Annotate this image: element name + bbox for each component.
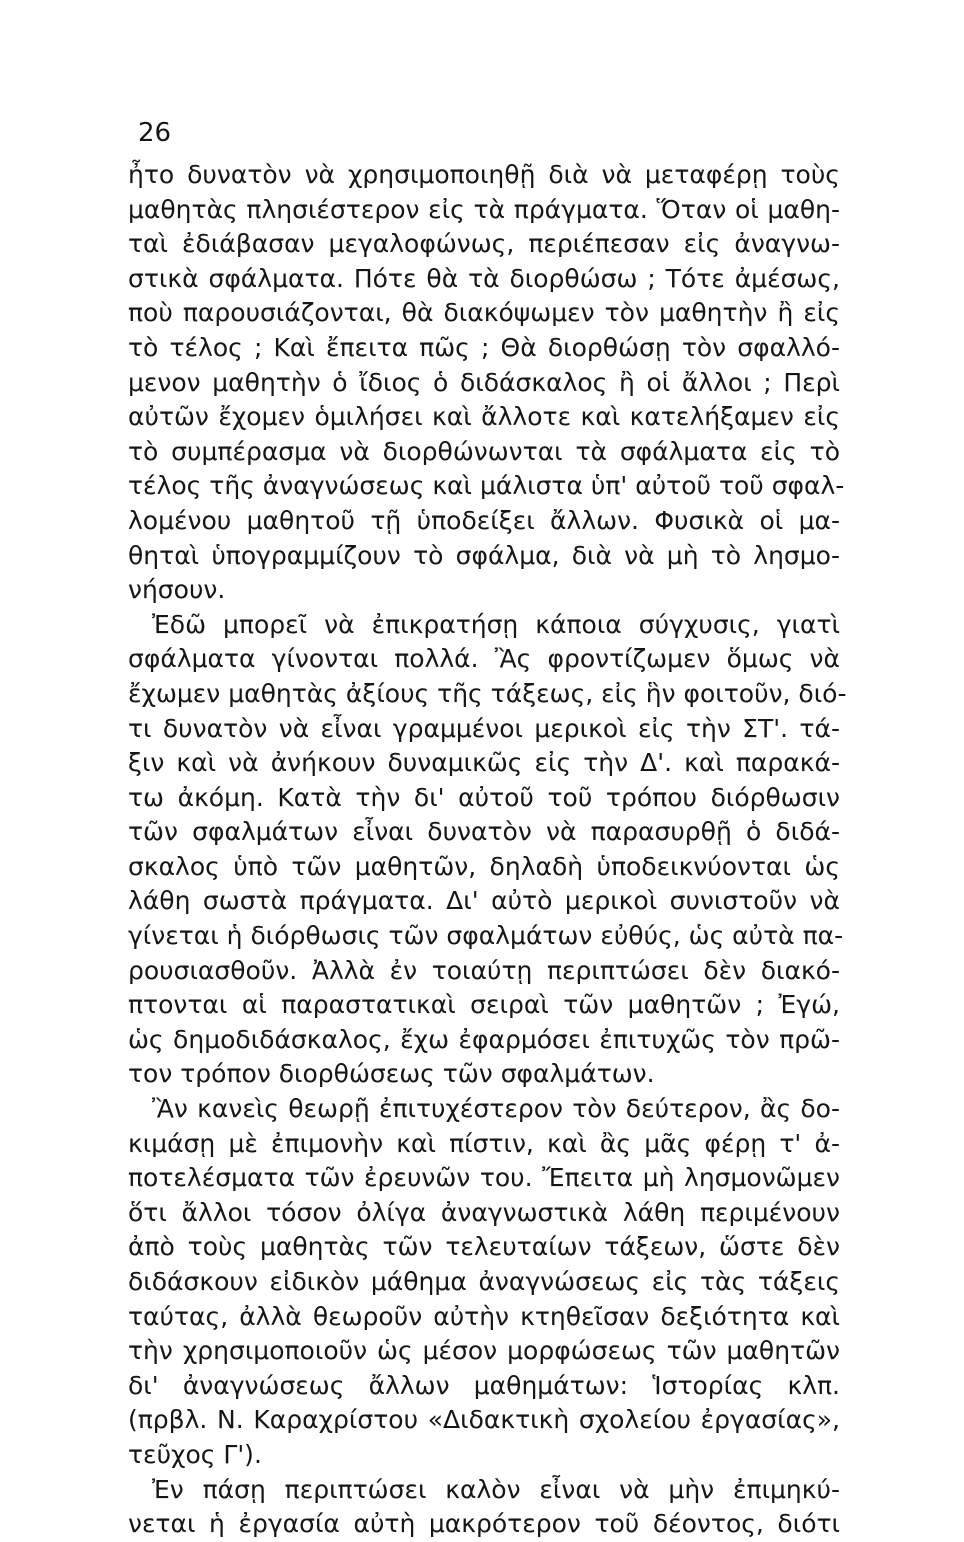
- text-line: ποὺ παρουσιάζονται, θὰ διακόψωμεν τὸν μαθητὴν ἢ εἰς: [128, 298, 840, 328]
- text-line: πτονται αἱ παραστατικαὶ σειραὶ τῶν μαθητῶν ; Ἐγώ,: [128, 990, 840, 1020]
- text-line: τω ἀκόμη. Κατὰ τὴν δι' αὐτοῦ τοῦ τρόπου διόρθωσιν: [128, 782, 840, 812]
- text-line: νεται ἡ ἐργασία αὐτὴ μακρότερον τοῦ δέοντος, διότι: [128, 1509, 840, 1539]
- text-line: θηταὶ ὑπογραμμίζουν τὸ σφάλμα, διὰ νὰ μὴ τὸ λησμο-: [128, 540, 840, 570]
- text-line: νήσουν.: [128, 575, 226, 605]
- text-line: ὡς δημοδιδάσκαλος, ἔχω ἐφαρμόσει ἐπιτυχῶς τὸν πρῶ-: [128, 1024, 840, 1054]
- text-line: τὸ συμπέρασμα νὰ διορθώνωνται τὰ σφάλματα εἰς τὸ: [128, 436, 840, 466]
- text-line: διδάσκουν εἰδικὸν μάθημα ἀναγνώσεως εἰς τὰς τάξεις: [128, 1267, 840, 1296]
- text-line: ἀπὸ τοὺς μαθητὰς τῶν τελευταίων τάξεων, ὥστε δὲν: [128, 1232, 840, 1262]
- text-line: Ἐδῶ μπορεῖ νὰ ἐπικρατήσῃ κάποια σύγχυσις, γιατὶ: [152, 609, 840, 639]
- text-line: σκαλος ὑπὸ τῶν μαθητῶν, δηλαδὴ ὑποδεικνύονται ὡς: [128, 851, 840, 881]
- text-line: τὸ τέλος ; Καὶ ἔπειτα πῶς ; Θὰ διορθώσῃ τὸν σφαλλό-: [128, 332, 840, 362]
- paragraph-2: [128, 608, 847, 1092]
- text-line: τὴν χρησιμοποιοῦν ὡς μέσον μορφώσεως τῶν μαθητῶν: [128, 1336, 840, 1366]
- paragraph-4: [128, 1473, 840, 1542]
- text-line: δι' ἀναγνώσεως ἄλλων μαθημάτων: Ἱστορίας κλπ.: [128, 1370, 840, 1400]
- page-number: 26: [138, 118, 172, 148]
- text-line: γίνεται ἡ διόρθωσις τῶν σφαλμάτων εὐθύς, ὡς αὐτὰ πα-: [128, 921, 844, 951]
- text-line: μαθητὰς πλησιέστερον εἰς τὰ πράγματα. Ὅταν οἱ μαθη-: [128, 194, 840, 224]
- text-line: αὐτῶν ἔχομεν ὁμιλήσει καὶ ἄλλοτε καὶ κατελήξαμεν εἰς: [128, 402, 840, 432]
- text-line: ξιν καὶ νὰ ἀνήκουν δυναμικῶς εἰς τὴν Δ'. καὶ παρακά-: [128, 748, 840, 778]
- text-line: λάθη σωστὰ πράγματα. Δι' αὐτὸ μερικοὶ συνιστοῦν νὰ: [128, 886, 840, 916]
- text-line: ταὶ ἐδιάβασαν μεγαλοφώνως, περιέπεσαν εἰς ἀναγνω-: [128, 229, 840, 259]
- text-line: τῶν σφαλμάτων εἶναι δυνατὸν νὰ παρασυρθῇ ὁ διδά-: [128, 817, 840, 847]
- text-line: τι δυνατὸν νὰ εἶναι γραμμένοι μερικοὶ εἰς τὴν ΣΤ'. τά-: [128, 713, 840, 743]
- text-line: τον τρόπον διορθώσεως τῶν σφαλμάτων.: [128, 1059, 655, 1089]
- text-line: στικὰ σφάλματα. Πότε θὰ τὰ διορθώσω ; Τότε ἀμέσως,: [128, 263, 840, 293]
- text-line: (πρβλ. Ν. Καραχρίστου «Διδακτικὴ σχολείου ἐργασίας»,: [128, 1405, 840, 1435]
- text-line: σφάλματα γίνονται πολλά. Ἂς φροντίζωμεν ὅμως νὰ: [128, 644, 840, 674]
- body-text: [128, 158, 847, 1542]
- text-line: ἦτο δυνατὸν νὰ χρησιμοποιηθῇ διὰ νὰ μεταφέρῃ τοὺς: [128, 160, 840, 189]
- text-line: ποτελέσματα τῶν ἐρευνῶν του. Ἔπειτα μὴ λησμονῶμεν: [128, 1163, 840, 1193]
- text-line: ὅτι ἄλλοι τόσον ὀλίγα ἀναγνωστικὰ λάθη περιμένουν: [128, 1197, 840, 1227]
- text-line: ταύτας, ἀλλὰ θεωροῦν αὐτὴν κτηθεῖσαν δεξιότητα καὶ: [128, 1301, 840, 1331]
- text-line: λομένου μαθητοῦ τῇ ὑποδείξει ἄλλων. Φυσικὰ οἱ μα-: [128, 505, 840, 535]
- paragraph-3: [128, 1092, 840, 1473]
- text-line: ἔχωμεν μαθητὰς ἀξίους τῆς τάξεως, εἰς ἣν φοιτοῦν, διό-: [128, 678, 847, 708]
- text-line: ρουσιασθοῦν. Ἀλλὰ ἐν τοιαύτῃ περιπτώσει δὲν διακό-: [128, 955, 840, 985]
- text-line: Ἂν κανεὶς θεωρῇ ἐπιτυχέστερον τὸν δεύτερον, ἂς δο-: [152, 1094, 840, 1124]
- paragraph-1: [128, 158, 845, 608]
- text-line: κιμάσῃ μὲ ἐπιμονὴν καὶ πίστιν, καὶ ἂς μᾶς φέρῃ τ' ἀ-: [128, 1128, 840, 1158]
- text-line: τεῦχος Γ').: [128, 1439, 262, 1469]
- text-line: μενον μαθητὴν ὁ ἴδιος ὁ διδάσκαλος ἢ οἱ ἄλλοι ; Περὶ: [128, 367, 840, 397]
- text-line: τέλος τῆς ἀναγνώσεως καὶ μάλιστα ὑπ' αὐτοῦ τοῦ σφαλ-: [128, 471, 845, 501]
- text-line: Ἐν πάσῃ περιπτώσει καλὸν εἶναι νὰ μὴν ἐπιμηκύ-: [152, 1474, 840, 1504]
